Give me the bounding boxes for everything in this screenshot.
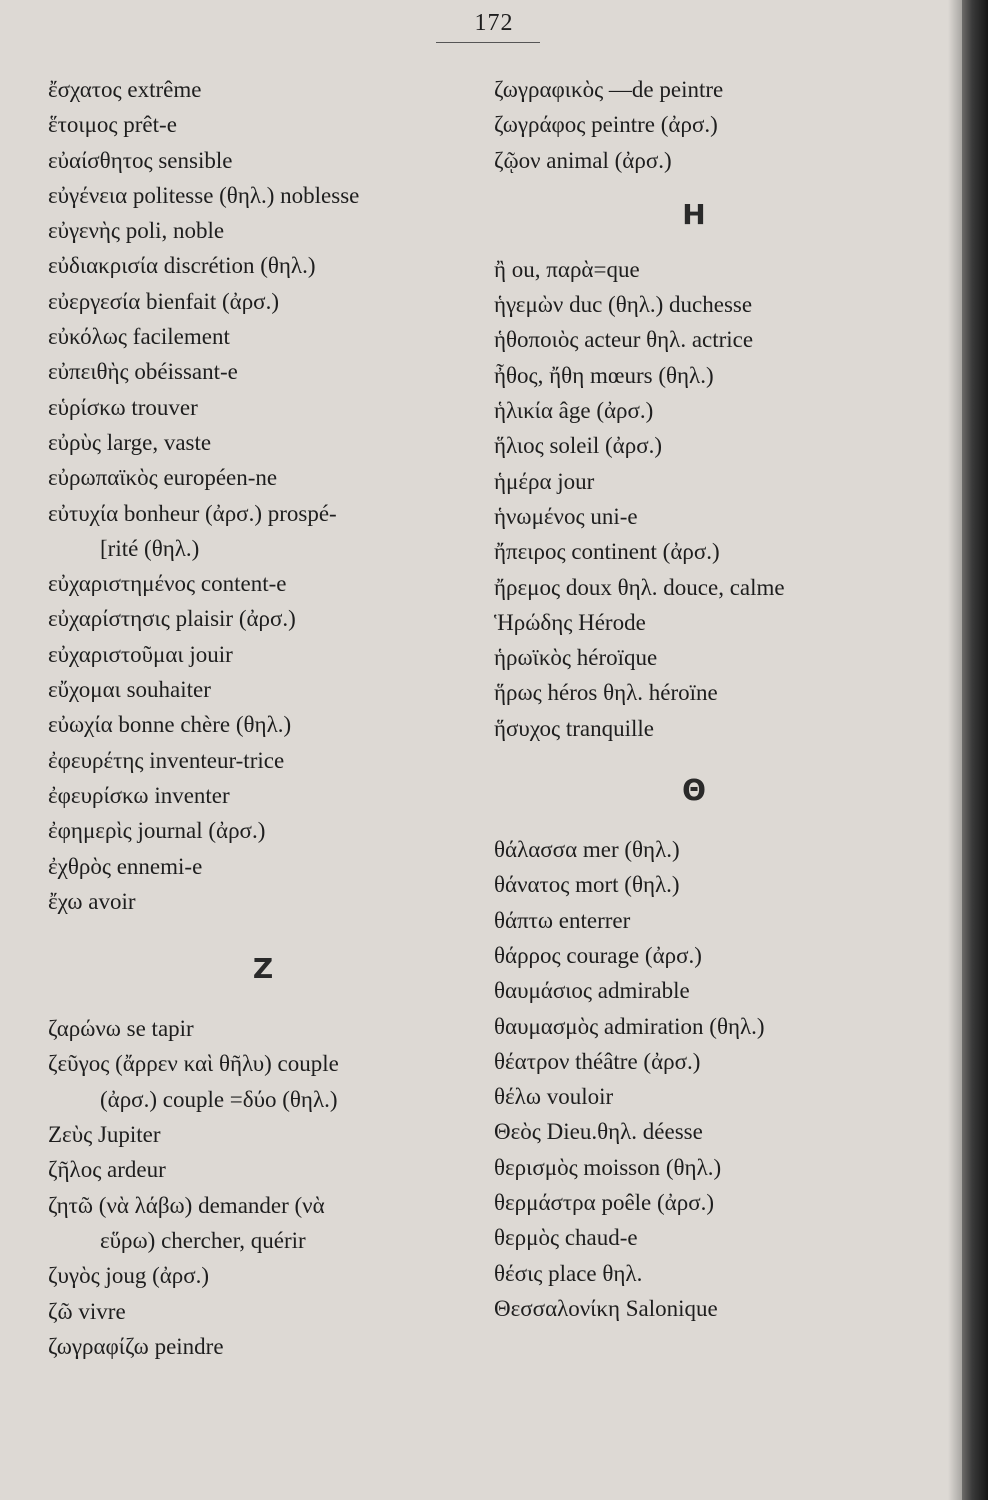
dictionary-entry: ζεῦγος (ἄρρεν καὶ θῆλυ) couple — [48, 1051, 339, 1077]
dictionary-entry: ζῶ vivre — [48, 1298, 126, 1324]
left-column — [48, 72, 478, 1364]
section-letter-heading: Θ — [682, 774, 706, 808]
dictionary-entry: ζωγράφος peintre (ἀρσ.) — [494, 112, 718, 138]
dictionary-entry: ζῷον animal (ἀρσ.) — [494, 147, 672, 173]
dictionary-entry: εὐρὺς large, vaste — [48, 429, 212, 455]
dictionary-entry: θαυμάσιος admirable — [494, 978, 690, 1004]
dictionary-entry: Θεσσαλονίκη Salonique — [494, 1295, 718, 1321]
dictionary-entry: θάνατος mort (θηλ.) — [494, 872, 680, 898]
dictionary-entry: ἐφημερὶς journal (ἀρσ.) — [48, 818, 266, 844]
dictionary-entry: εὐδιακρισία discrétion (θηλ.) — [48, 253, 316, 279]
dictionary-entry: ζωγραφίζω peindre — [48, 1333, 224, 1359]
dictionary-entry: ἥσυχος tranquille — [494, 715, 655, 741]
dictionary-entry: ἥρως héros θηλ. héroïne — [494, 680, 718, 706]
dictionary-entry: εὐχαριστοῦμαι jouir — [48, 641, 233, 667]
dictionary-entry-continuation: [rité (θηλ.) — [100, 535, 200, 561]
dictionary-entry: ἕτοιμος prêt-e — [48, 112, 177, 138]
dictionary-entry: ἡθοποιὸς acteur θηλ. actrice — [494, 327, 754, 353]
section-letter-heading: Z — [252, 952, 274, 986]
dictionary-entry: Ζεὺς Jupiter — [48, 1122, 161, 1148]
dictionary-entry: εὐωχία bonne chère (θηλ.) — [48, 712, 292, 738]
dictionary-entry: ἡμέρα jour — [494, 468, 595, 494]
dictionary-entry: εὐαίσθητος sensible — [48, 147, 233, 173]
page-number-rule — [436, 42, 540, 43]
page-edge-shadow — [962, 0, 988, 1500]
dictionary-entry: ἦθος, ἤθη mœurs (θηλ.) — [494, 362, 714, 388]
dictionary-entry: εὑρίσκω trouver — [48, 394, 198, 420]
dictionary-entry: θάλασσα mer (θηλ.) — [494, 837, 680, 863]
dictionary-entry: ἤρεμος doux θηλ. douce, calme — [494, 574, 785, 600]
dictionary-entry: εὐχαριστημένος content-e — [48, 571, 287, 597]
dictionary-entry: εὔχομαι souhaiter — [48, 677, 211, 703]
dictionary-entry: ζυγὸς joug (ἀρσ.) — [48, 1263, 210, 1289]
dictionary-entry: εὐγένεια politesse (θηλ.) noblesse — [48, 182, 360, 208]
dictionary-entry: θερισμὸς moisson (θηλ.) — [494, 1154, 722, 1180]
dictionary-entry: θέατρον théâtre (ἀρσ.) — [494, 1048, 701, 1074]
dictionary-entry: θάρρος courage (ἀρσ.) — [494, 942, 702, 968]
dictionary-entry: ἐφευρίσκω inventer — [48, 782, 230, 808]
dictionary-entry: εὐχαρίστησις plaisir (ἀρσ.) — [48, 606, 296, 632]
dictionary-entry: ἥλιος soleil (ἀρσ.) — [494, 433, 663, 459]
dictionary-entry: εὐεργεσία bienfait (ἀρσ.) — [48, 288, 279, 314]
dictionary-entry: εὐπειθὴς obéissant-e — [48, 359, 238, 385]
page-number: 172 — [474, 10, 514, 36]
dictionary-entry: ἡλικία âge (ἀρσ.) — [494, 398, 654, 424]
dictionary-entry: εὐγενὴς poli, noble — [48, 218, 225, 244]
dictionary-entry: ἡνωμένος uni-e — [494, 503, 638, 529]
dictionary-entry: Θεὸς Dieu.θηλ. déesse — [494, 1119, 703, 1145]
dictionary-entry: θαυμασμὸς admiration (θηλ.) — [494, 1013, 765, 1039]
dictionary-entry: ἡρωϊκὸς héroïque — [494, 645, 658, 671]
dictionary-entry: εὐρωπαϊκὸς européen-ne — [48, 465, 278, 491]
dictionary-entry: θερμάστρα poêle (ἀρσ.) — [494, 1190, 715, 1216]
dictionary-entry: ἤπειρος continent (ἀρσ.) — [494, 539, 720, 565]
dictionary-entry: ἐφευρέτης inventeur-trice — [48, 747, 285, 773]
dictionary-entry: ζαρώνω se tapir — [48, 1016, 194, 1042]
section-letter-heading: H — [682, 197, 706, 231]
dictionary-entry: ἢ ou, παρὰ=que — [494, 256, 640, 282]
dictionary-entry-continuation: (ἀρσ.) couple =δύο (θηλ.) — [100, 1086, 338, 1112]
dictionary-entry: ζητῶ (νὰ λάβω) demander (νὰ — [48, 1192, 325, 1218]
dictionary-entry: ἔσχατος extrême — [48, 77, 202, 102]
dictionary-entry: ἔχω avoir — [48, 888, 136, 914]
right-column — [494, 72, 954, 1326]
dictionary-entry: θάπτω enterrer — [494, 907, 631, 933]
dictionary-entry: εὐκόλως facilement — [48, 324, 230, 350]
dictionary-entry: Ἡρώδης Hérode — [494, 609, 646, 635]
dictionary-entry: θερμὸς chaud-e — [494, 1225, 638, 1251]
dictionary-entry: ἐχθρὸς ennemi-e — [48, 853, 203, 879]
dictionary-entry: θέλω vouloir — [494, 1084, 614, 1110]
dictionary-entry: ἡγεμὼν duc (θηλ.) duchesse — [494, 292, 753, 318]
dictionary-entry: εὐτυχία bonheur (ἀρσ.) prospé- — [48, 500, 337, 526]
dictionary-entry-continuation: εὕρω) chercher, quérir — [100, 1227, 306, 1253]
dictionary-entry: ζωγραφικὸς —de peintre — [494, 77, 724, 102]
dictionary-entry: θέσις place θηλ. — [494, 1260, 643, 1286]
dictionary-entry: ζῆλος ardeur — [48, 1157, 166, 1183]
